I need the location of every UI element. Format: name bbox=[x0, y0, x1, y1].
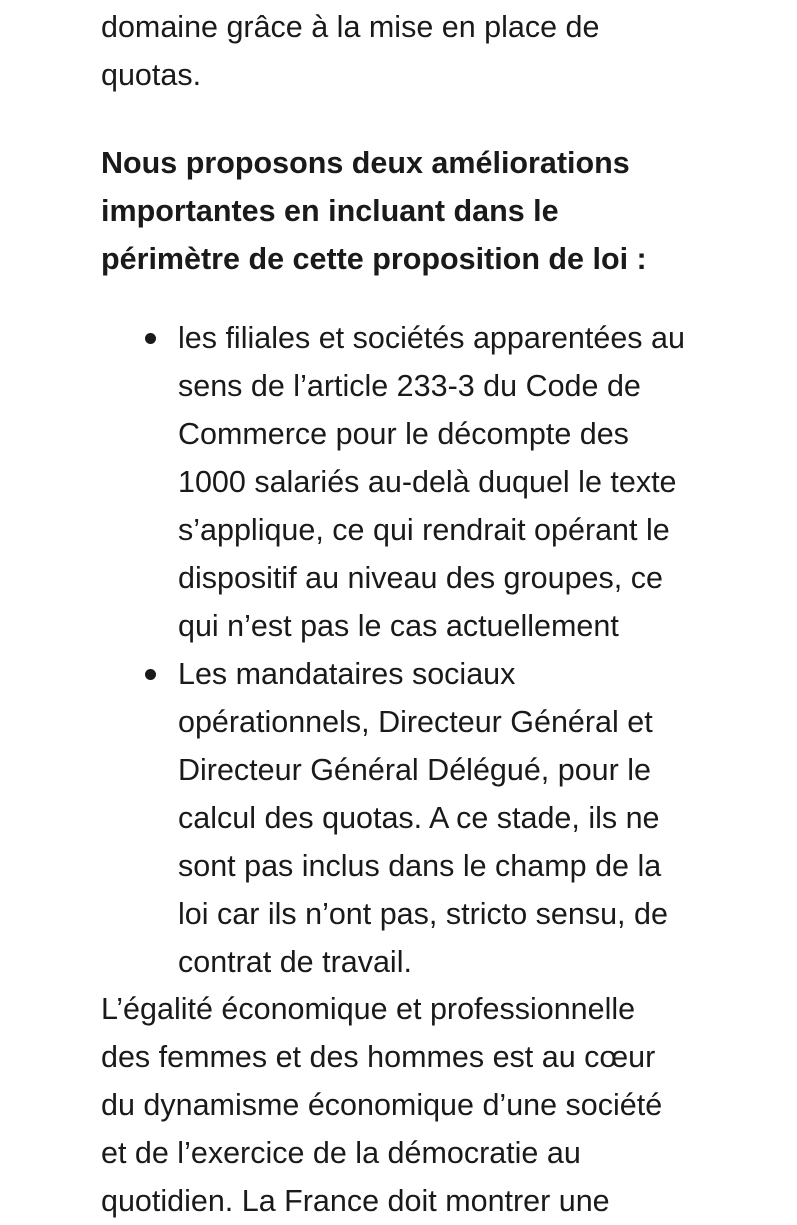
text-line: quotidien. La France doit montrer une bbox=[101, 1184, 610, 1218]
text-line: les filiales et sociétés apparentées au bbox=[178, 321, 685, 355]
bullet-list bbox=[101, 314, 685, 986]
list-item bbox=[101, 314, 685, 650]
text-line: qui n’est pas le cas actuellement bbox=[178, 609, 619, 643]
text-line: contrat de travail. bbox=[178, 945, 412, 979]
bold-heading-paragraph bbox=[101, 139, 647, 283]
bullet-icon bbox=[145, 669, 156, 680]
text-line: Les mandataires sociaux bbox=[178, 657, 516, 691]
text-line: des femmes et des hommes est au cœur bbox=[101, 1040, 656, 1074]
text-line: sont pas inclus dans le champ de la bbox=[178, 849, 662, 883]
text-line: 1000 salariés au-delà duquel le texte bbox=[178, 465, 677, 499]
bullet-icon bbox=[145, 333, 156, 344]
text-line: Directeur Général Délégué, pour le bbox=[178, 753, 652, 787]
text-line: Nous proposons deux améliorations bbox=[101, 146, 630, 180]
list-item bbox=[101, 650, 685, 986]
text-line: s’applique, ce qui rendrait opérant le bbox=[178, 513, 670, 547]
text-line: Commerce pour le décompte des bbox=[178, 417, 629, 451]
text-line: dispositif au niveau des groupes, ce bbox=[178, 561, 663, 595]
text-line: importantes en incluant dans le bbox=[101, 194, 559, 228]
text-line: périmètre de cette proposition de loi : bbox=[101, 242, 647, 276]
text-line: opérationnels, Directeur Général et bbox=[178, 705, 653, 739]
text-line: loi car ils n’ont pas, stricto sensu, de bbox=[178, 897, 668, 931]
text-line: sens de l’article 233-3 du Code de bbox=[178, 369, 641, 403]
text-line: quotas. bbox=[101, 58, 202, 92]
intro-paragraph bbox=[101, 3, 599, 99]
outro-paragraph bbox=[101, 985, 662, 1225]
text-line: calcul des quotas. A ce stade, ils ne bbox=[178, 801, 660, 835]
text-line: L’égalité économique et professionnelle bbox=[101, 992, 636, 1026]
text-line: et de l’exercice de la démocratie au bbox=[101, 1136, 581, 1170]
text-line: domaine grâce à la mise en place de bbox=[101, 10, 600, 44]
text-line: du dynamisme économique d’une société bbox=[101, 1088, 663, 1122]
